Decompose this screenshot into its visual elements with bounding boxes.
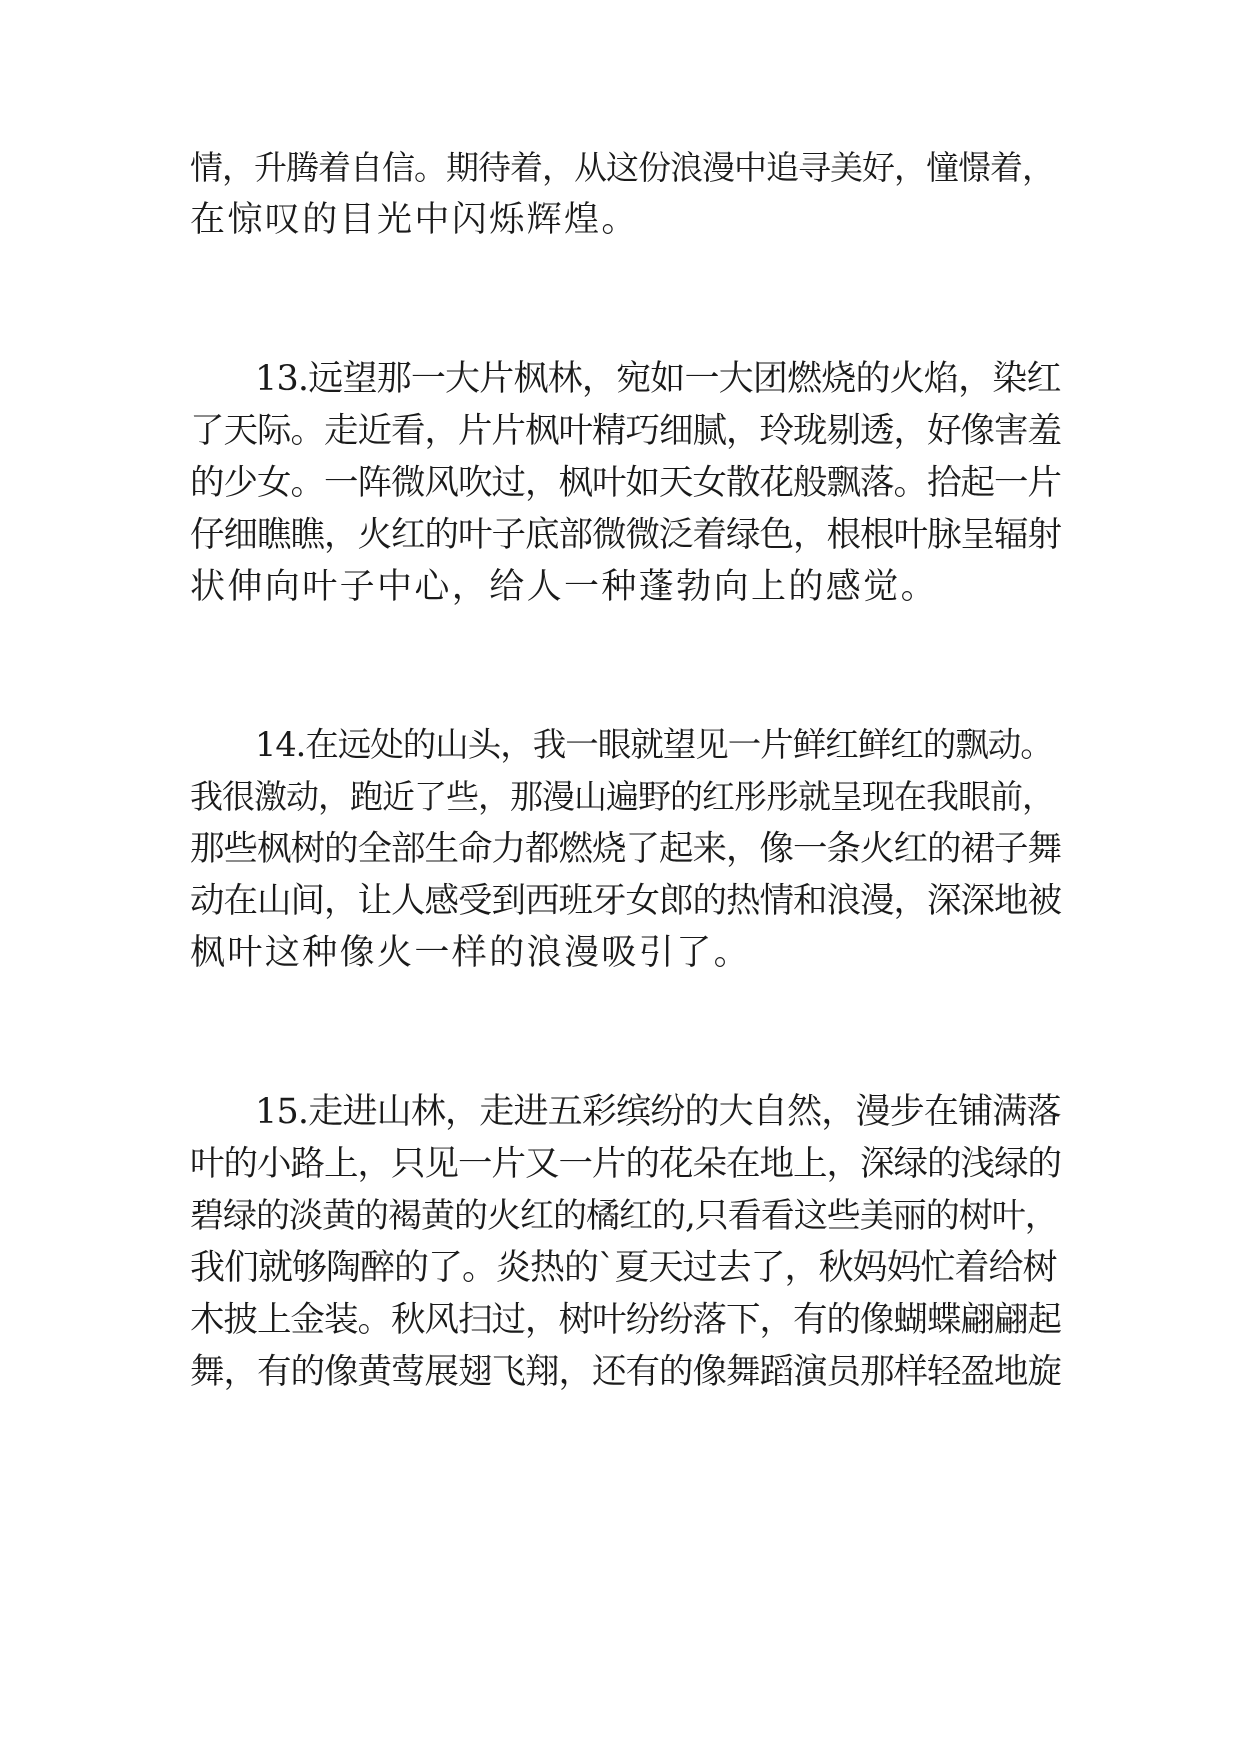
text-line: 我很激动，跑近了些，那漫山遍野的红彤彤就呈现在我眼前， (190, 777, 1054, 816)
text-line: 碧绿的淡黄的褐黄的火红的橘红的,只看看这些美丽的树叶， (190, 1196, 1058, 1236)
text-line: 的少女。一阵微风吹过，枫叶如天女散花般飘落。拾起一片 (190, 463, 1061, 503)
text-line: 状伸向叶子中心，给人一种蓬勃向上的感觉。 (190, 567, 939, 607)
paragraph-14-first-line: 14.在远处的山头，我一眼就望见一片鲜红鲜红的飘动。 (255, 725, 1053, 764)
text-line: 舞，有的像黄莺展翅飞翔，还有的像舞蹈演员那样轻盈地旋 (190, 1352, 1061, 1392)
text-line: 仔细瞧瞧，火红的叶子底部微微泛着绿色，根根叶脉呈辐射 (190, 515, 1061, 555)
text-line: 情，升腾着自信。期待着，从这份浪漫中追寻美好，憧憬着， (190, 148, 1054, 187)
text-line: 枫叶这种像火一样的浪漫吸引了。 (190, 933, 752, 973)
paragraph-15-first-line: 15.走进山林，走进五彩缤纷的大自然，漫步在铺满落 (255, 1092, 1061, 1132)
text-line: 在惊叹的目光中闪烁辉煌。 (190, 200, 639, 240)
paragraph-13-first-line: 13.远望那一大片枫林，宛如一大团燃烧的火焰，染红 (255, 359, 1061, 399)
text-line: 了天际。走近看，片片枫叶精巧细腻，玲珑剔透，好像害羞 (190, 411, 1061, 451)
text-line: 木披上金装。秋风扫过，树叶纷纷落下，有的像蝴蝶翩翩起 (190, 1300, 1061, 1340)
text-line: 动在山间，让人感受到西班牙女郎的热情和浪漫，深深地被 (190, 881, 1061, 921)
text-line: 那些枫树的全部生命力都燃烧了起来，像一条火红的裙子舞 (190, 829, 1061, 869)
text-line: 叶的小路上，只见一片又一片的花朵在地上，深绿的浅绿的 (190, 1144, 1061, 1184)
text-line: 我们就够陶醉的了。炎热的`夏天过去了，秋妈妈忙着给树 (190, 1248, 1057, 1288)
